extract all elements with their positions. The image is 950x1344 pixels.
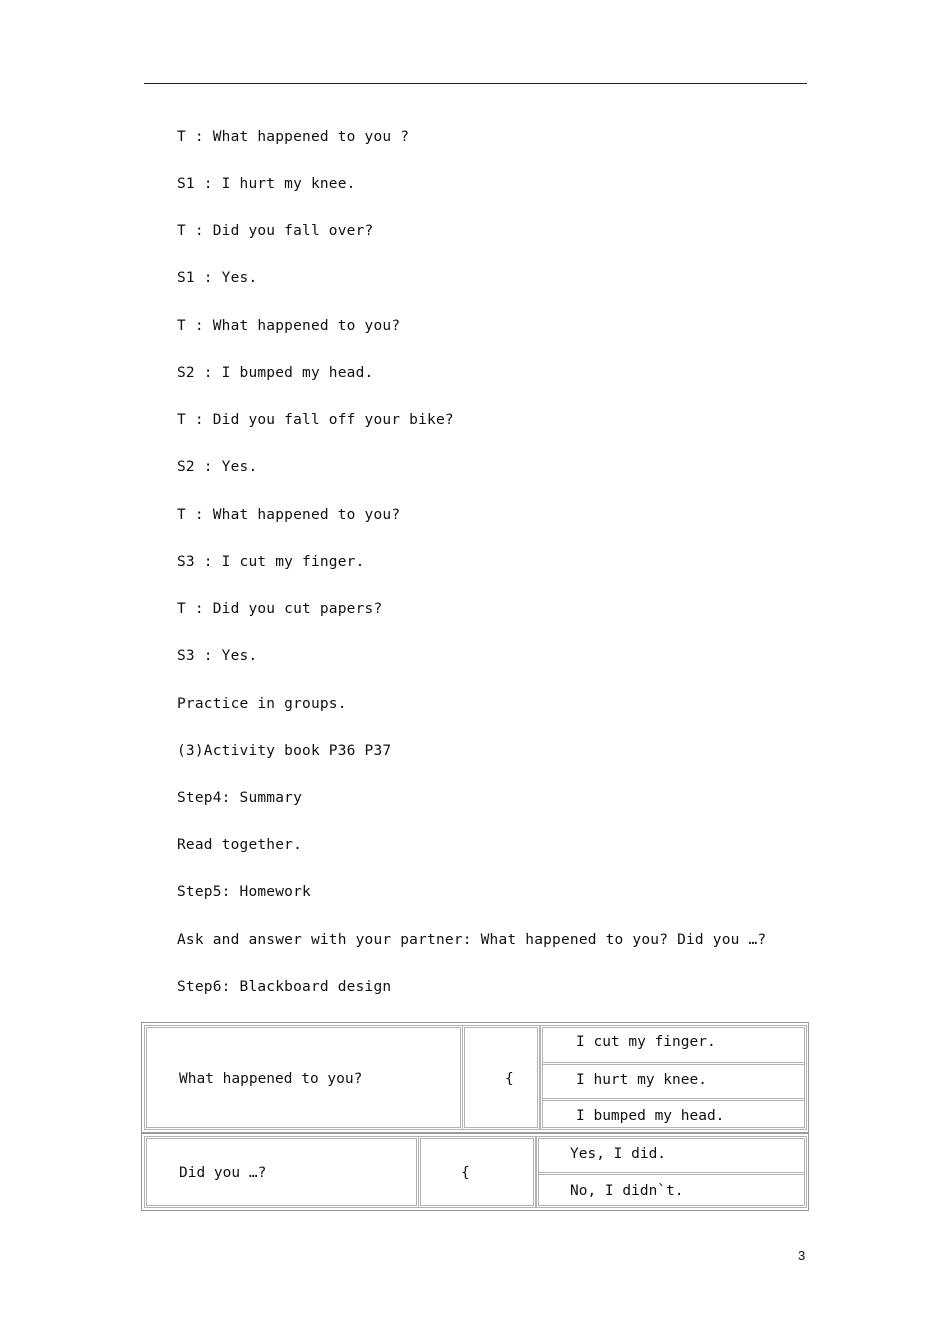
- blackboard-table-1: [141, 1022, 809, 1133]
- dialogue-line: S2 : I bumped my head.: [177, 365, 374, 381]
- step-heading: Step4: Summary: [177, 790, 303, 806]
- brace-cell: [418, 1136, 536, 1208]
- instruction-line: Read together.: [177, 837, 303, 853]
- dialogue-line: S1 : Yes.: [177, 270, 258, 286]
- question-text: What happened to you?: [179, 1071, 363, 1087]
- page-number: 3: [798, 1248, 806, 1263]
- question-cell: [144, 1025, 463, 1130]
- question-cell: [144, 1136, 419, 1208]
- dialogue-line: T : Did you fall off your bike?: [177, 412, 454, 428]
- brace-text: {: [505, 1071, 514, 1087]
- dialogue-line: S1 : I hurt my knee.: [177, 176, 356, 192]
- answer-row: [543, 1062, 804, 1098]
- answer-text: I hurt my knee.: [576, 1072, 707, 1088]
- answer-row: [539, 1172, 804, 1205]
- answers-cell: [540, 1025, 807, 1130]
- answer-row: [543, 1098, 804, 1127]
- dialogue-line: T : What happened to you?: [177, 318, 401, 334]
- dialogue-line: S3 : I cut my finger.: [177, 554, 365, 570]
- dialogue-line: T : Did you cut papers?: [177, 601, 383, 617]
- dialogue-line: T : What happened to you ?: [177, 129, 410, 145]
- activity-line: (3)Activity book P36 P37: [177, 743, 392, 759]
- answer-text: I cut my finger.: [576, 1034, 716, 1050]
- practice-line: Practice in groups.: [177, 696, 347, 712]
- dialogue-line: S3 : Yes.: [177, 648, 258, 664]
- brace-text: {: [461, 1165, 470, 1181]
- dialogue-line: T : Did you fall over?: [177, 223, 374, 239]
- header-rule: [144, 83, 807, 84]
- answers-cell: [536, 1136, 807, 1208]
- step-heading: Step6: Blackboard design: [177, 979, 392, 995]
- dialogue-line: S2 : Yes.: [177, 459, 258, 475]
- question-text: Did you …?: [179, 1165, 267, 1181]
- dialogue-line: T : What happened to you?: [177, 507, 401, 523]
- answer-text: No, I didn`t.: [570, 1183, 684, 1199]
- blackboard-table-2: [141, 1133, 809, 1211]
- answer-text: Yes, I did.: [570, 1146, 667, 1162]
- brace-cell: [462, 1025, 540, 1130]
- answer-row: [539, 1139, 804, 1172]
- homework-line: Ask and answer with your partner: What happened to you? Did you …?: [177, 932, 767, 948]
- answer-text: I bumped my head.: [576, 1108, 725, 1124]
- step-heading: Step5: Homework: [177, 884, 311, 900]
- answer-row: [543, 1028, 804, 1062]
